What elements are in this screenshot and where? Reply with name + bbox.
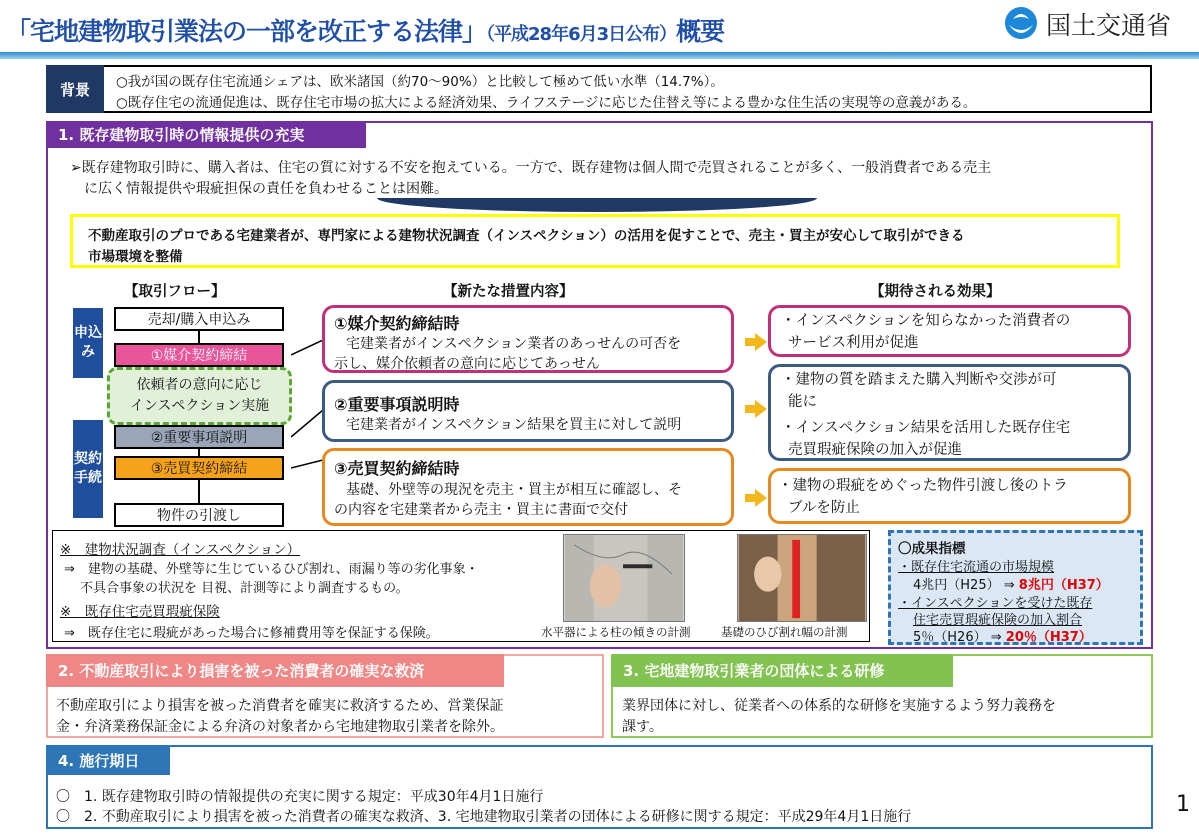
effect-arrow-2-icon <box>755 400 767 418</box>
effect-3-line-2: ブルを防止 <box>788 500 860 516</box>
measure-3-body-1: 基礎、外壁等の現況を売主・買主が相互に確認し、そ <box>346 482 682 498</box>
column-header-measures: 【新たな措置内容】 <box>443 284 574 300</box>
photo-crack-measurement <box>737 534 867 622</box>
s1-intro-line-2: に広く情報提供や瑕疵担保の責任を負わせることは困難。 <box>84 181 448 197</box>
measure-2-title: ②重要事項説明時 <box>334 395 460 414</box>
photo-caption-2: 基礎のひび割れ幅の計測 <box>721 625 848 639</box>
note-inspection-line-1: ⇒ 建物の基礎、外壁等に生じているひび割れ、雨漏り等の劣化事象・ <box>64 562 479 577</box>
flow-step-sales-contract: ③売買契約締結 <box>114 456 284 480</box>
kpi-item-1: ・既存住宅流通の市場規模 <box>898 560 1055 575</box>
inspection-line-2: インスペクション実施 <box>129 398 270 414</box>
effect-2-line-2: 能に <box>788 394 817 410</box>
kpi-title: 〇成果指標 <box>898 541 966 557</box>
kpi-item-1-values: 4兆円（H25） ⇒ 8兆円（H37） <box>913 578 1109 593</box>
note-insurance-title: ※ 既存住宅売買瑕疵保険 <box>60 604 220 620</box>
effect-arrow-1-icon <box>755 333 767 351</box>
photo-level-measurement <box>563 534 685 622</box>
s2-body-line-2: 金・弁済業務保証金による弁済の対象者から宅地建物取引業者を除外。 <box>56 719 504 735</box>
section-4-heading: 4. 施行期日 <box>46 745 170 775</box>
section-2-heading: 2. 不動産取引により損害を被った消費者の確実な救済 <box>46 654 504 687</box>
section-1-heading: 1. 既存建物取引時の情報提供の充実 <box>46 121 366 148</box>
photo-caption-1: 水平器による柱の傾きの計測 <box>541 625 691 639</box>
flow-to-measure-connectors <box>291 340 323 490</box>
flow-label-application: 申込み <box>73 308 103 378</box>
inspection-line-1: 依頼者の意向に応じ <box>136 377 263 393</box>
effect-1-line-2: サービス利用が促進 <box>788 335 919 351</box>
background-line-2: ○既存住宅の流通促進は、既存住宅市場の拡大による経済効果、ライフステージに応じた住替え等による豊かな住生活の実現等の意義がある。 <box>116 95 977 111</box>
background-label: 背景 <box>46 65 104 113</box>
effect-1-line-1: ・インスペクションを知らなかった消費者の <box>781 313 1071 329</box>
effect-2-line-4: 売買瑕疵保険の加入が促進 <box>788 442 962 458</box>
ministry-logo-icon <box>1003 5 1039 41</box>
measure-1-body-2: 示し、媒介依頼者の意向に応じてあっせん <box>334 356 600 372</box>
effect-2-line-3: ・インスペクション結果を活用した既存住宅 <box>781 420 1071 436</box>
effect-2-line-1: ・建物の質を踏まえた購入判断や交渉が可 <box>781 372 1057 388</box>
s3-body-line-1: 業界団体に対し、従業者への体系的な研修を実施するよう努力義務を <box>622 698 1056 714</box>
s4-line-1: 〇 1. 既存建物取引時の情報提供の充実に関する規定：平成30年4月1日施行 <box>56 789 544 805</box>
page-title: 「宅地建物取引業法の一部を改正する法律」（平成28年6月3日公布）概要 <box>6 17 725 46</box>
page-number: 1 <box>1176 792 1190 817</box>
measure-1-body-1: 宅建業者がインスペクション業者のあっせんの可否を <box>346 336 682 352</box>
flow-step-delivery: 物件の引渡し <box>114 503 284 527</box>
flow-step-brokerage: ①媒介契約締結 <box>114 343 284 367</box>
s3-body-line-2: 課す。 <box>622 719 663 735</box>
measure-3-body-2: の内容を宅建業者から売主・買主に書面で交付 <box>334 502 628 518</box>
title-divider <box>0 52 1199 59</box>
policy-goal-line-2: 市場環境を整備 <box>88 249 183 265</box>
measure-3-title: ③売買契約締結時 <box>334 459 460 478</box>
note-insurance-line: ⇒ 既存住宅に瑕疵があった場合に修補費用等を保証する保険。 <box>64 626 439 641</box>
flow-inspection-box <box>107 367 292 425</box>
measure-1-title: ①媒介契約締結時 <box>334 314 460 333</box>
effect-arrow-3-icon <box>755 489 767 507</box>
note-inspection-title: ※ 建物状況調査（インスペクション） <box>60 542 301 558</box>
column-header-effects: 【期待される効果】 <box>870 284 1001 300</box>
s4-line-2: 〇 2. 不動産取引により損害を被った消費者の確実な救済、3. 宅地建物取引業者の団体による研修に関する規定：平成29年4月1日施行 <box>56 809 912 825</box>
flow-step-application: 売却/購入申込み <box>114 307 284 331</box>
measure-2-body-1: 宅建業者がインスペクション結果を買主に対して説明 <box>346 417 682 433</box>
effect-3-line-1: ・建物の瑕疵をめぐった物件引渡し後のトラ <box>778 478 1068 494</box>
note-inspection-line-2: 不具合事象の状況を 目視、計測等により調査するもの。 <box>80 581 409 596</box>
flow-label-contract: 契約手続 <box>73 420 103 518</box>
kpi-item-2-line-2: 住宅売買瑕疵保険の加入割合 <box>913 613 1083 628</box>
s1-intro-line-1: ➢既存建物取引時に、購入者は、住宅の質に対する不安を抱えている。一方で、既存建物は個人間で売買されることが多く、一般消費者である売主 <box>70 160 992 176</box>
policy-goal-line-1: 不動産取引のプロである宅建業者が、専門家による建物状況調査（インスペクション）の活用を促すことで、売主・買主が安心して取引ができる <box>88 228 965 244</box>
background-line-1: ○我が国の既存住宅流通シェアは、欧米諸国（約70～90%）と比較して極めて低い水準（14.7%）。 <box>116 74 724 90</box>
section-3-heading: 3. 宅地建物取引業者の団体による研修 <box>611 654 953 687</box>
kpi-item-2-values: 5％（H26） ⇒ 20％（H37） <box>913 630 1092 645</box>
kpi-item-2-line-1: ・インスペクションを受けた既存 <box>898 596 1093 611</box>
flow-step-explanation: ②重要事項説明 <box>114 425 284 449</box>
ministry-name: 国土交通省 <box>1046 11 1172 40</box>
column-header-flow: 【取引フロー】 <box>124 284 226 300</box>
s2-body-line-1: 不動産取引により損害を被った消費者を確実に救済するため、営業保証 <box>56 698 504 714</box>
